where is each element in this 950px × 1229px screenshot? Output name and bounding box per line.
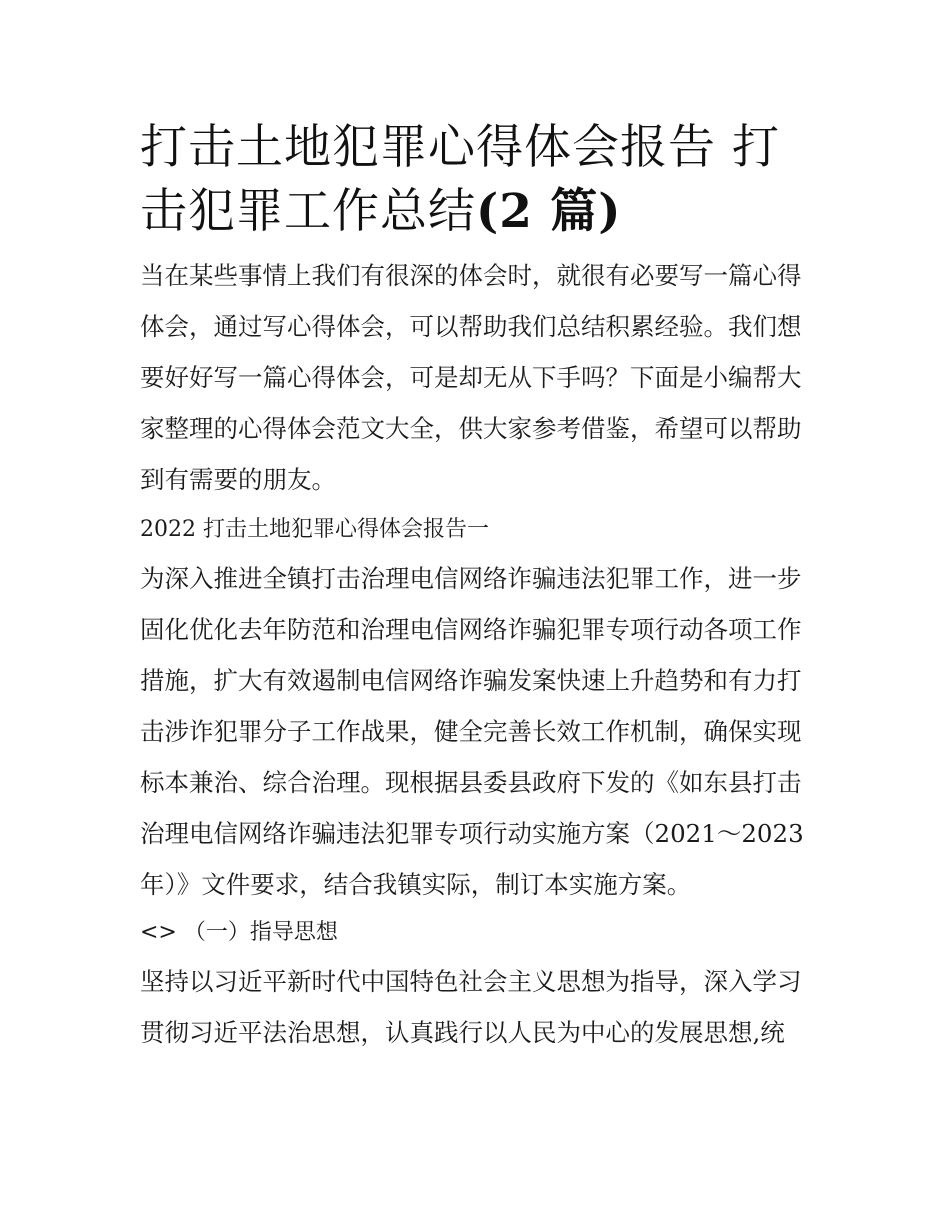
title-suffix: (2 篇) bbox=[476, 184, 622, 239]
text-line: 要好好写一篇心得体会，可是却无从下手吗？下面是小编帮大 bbox=[140, 363, 802, 392]
text-line: 贯彻习近平法治思想，认真践行以人民为中心的发展思想,统 bbox=[140, 1018, 785, 1047]
title-line-text: 击犯罪工作总结 bbox=[140, 184, 476, 239]
guiding-paragraph bbox=[140, 956, 812, 1058]
title-line bbox=[140, 180, 812, 244]
text-line: 年）》文件要求，结合我镇实际，制订本实施方案。 bbox=[140, 870, 692, 899]
document-title bbox=[140, 116, 812, 244]
text-line: 固化优化去年防范和治理电信网络诈骗犯罪专项行动各项工作 bbox=[140, 615, 802, 644]
title-line: 打击土地犯罪心得体会报告 打 bbox=[140, 120, 780, 175]
text-line: 家整理的心得体会范文大全，供大家参考借鉴，希望可以帮助 bbox=[140, 414, 802, 443]
text-line: 治理电信网络诈骗违法犯罪专项行动实施方案（2021～2023 bbox=[140, 819, 804, 848]
text-line: 坚持以习近平新时代中国特色社会主义思想为指导，深入学习 bbox=[140, 967, 802, 996]
text-line: 为深入推进全镇打击治理电信网络诈骗违法犯罪工作，进一步 bbox=[140, 564, 802, 593]
text-line: 击涉诈犯罪分子工作战果，健全完善长效工作机制，确保实现 bbox=[140, 717, 802, 746]
text-line: 到有需要的朋友。 bbox=[140, 465, 336, 494]
text-line: 标本兼治、综合治理。现根据县委县政府下发的《如东县打击 bbox=[140, 768, 802, 797]
body-paragraph bbox=[140, 553, 812, 910]
intro-paragraph bbox=[140, 250, 812, 505]
subsection-heading: <> （一）指导思想 bbox=[140, 920, 338, 945]
section-heading: 2022 打击土地犯罪心得体会报告一 bbox=[140, 517, 489, 542]
text-line: 体会，通过写心得体会，可以帮助我们总结积累经验。我们想 bbox=[140, 312, 802, 341]
text-line: 当在某些事情上我们有很深的体会时，就很有必要写一篇心得 bbox=[140, 261, 802, 290]
document-content bbox=[140, 116, 812, 1058]
text-line: 措施，扩大有效遏制电信网络诈骗发案快速上升趋势和有力打 bbox=[140, 666, 802, 695]
